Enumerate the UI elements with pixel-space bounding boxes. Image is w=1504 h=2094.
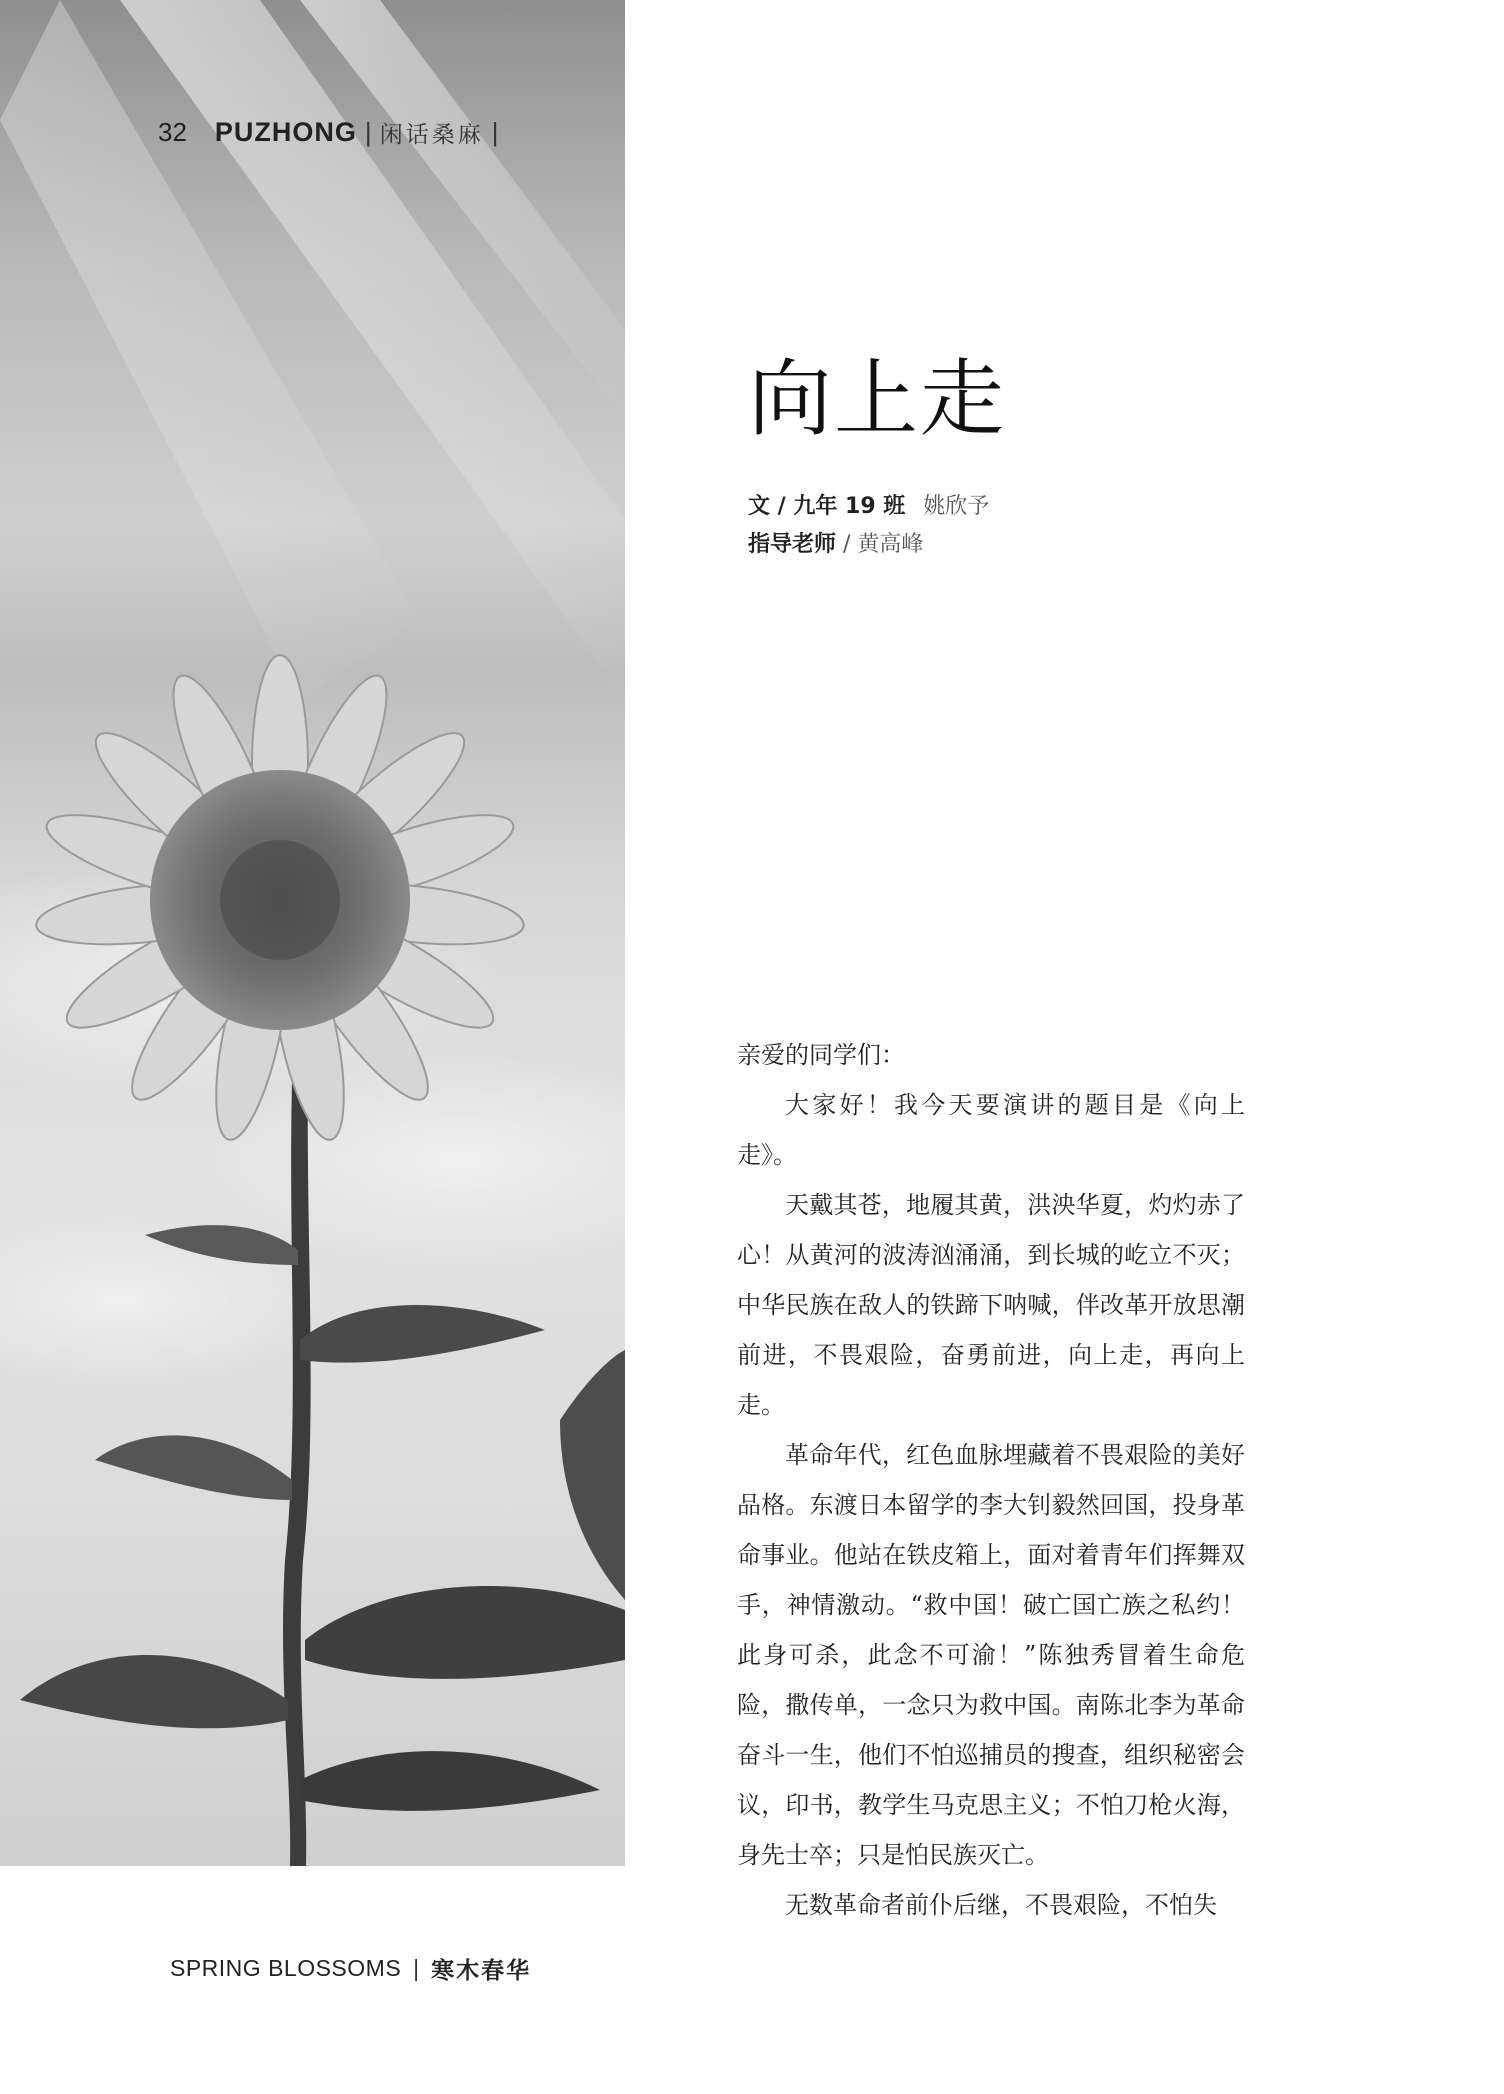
- footer-chinese-title: 寒木春华: [431, 1958, 532, 1984]
- sunflower-photo: [0, 0, 625, 1866]
- teacher-name: / 黄高峰: [843, 532, 924, 557]
- magazine-name: PUZHONG: [214, 116, 357, 147]
- author-line: [748, 488, 989, 526]
- header-divider: |: [364, 116, 372, 147]
- sunflower-illustration: [0, 0, 625, 1866]
- header-divider-end: |: [491, 116, 499, 147]
- byline: [748, 488, 989, 564]
- article-title: 向上走: [748, 350, 1007, 448]
- footer-divider: |: [413, 1955, 420, 1981]
- teacher-label: 指导老师: [748, 532, 837, 557]
- paragraph: 大家好！我今天要演讲的题目是《向上走》。: [737, 1091, 1245, 1169]
- footer-english-title: SPRING BLOSSOMS: [170, 1955, 402, 1981]
- section-name: 闲话桑麻: [379, 121, 484, 148]
- footer: [170, 1952, 531, 1985]
- paragraph: 天戴其苍，地履其黄，洪泱华夏，灼灼赤了心！从黄河的波涛汹涌涌，到长城的屹立不灭；中华民族在敌人的铁蹄下呐喊，伴改革开放思潮前进，不畏艰险，奋勇前进，向上走，再向上走。: [737, 1191, 1245, 1419]
- page-number: 32: [158, 116, 187, 147]
- running-header: [158, 116, 506, 148]
- article-body: [737, 1030, 1245, 1930]
- teacher-line: [748, 526, 989, 564]
- author-label: 文 / 九年 19 班: [748, 494, 906, 519]
- paragraph: 革命年代，红色血脉埋藏着不畏艰险的美好品格。东渡日本留学的李大钊毅然回国，投身革命事业。他站在铁皮箱上，面对着青年们挥舞双手，神情激动。“救中国！破亡国亡族之私约！此身可杀，此念不可渝！”陈独秀冒着生命危险，撒传单，一念只为救中国。南陈北李为革命奋斗一生，他们不怕巡捕员的搜查，组织秘密会议，印书，教学生马克思主义；不怕刀枪火海，身先士卒；只是怕民族灭亡。: [737, 1441, 1245, 1869]
- salutation: 亲爱的同学们：: [737, 1041, 905, 1069]
- paragraph: 无数革命者前仆后继，不畏艰险，不怕失: [785, 1891, 1217, 1919]
- author-name: 姚欣予: [923, 494, 990, 519]
